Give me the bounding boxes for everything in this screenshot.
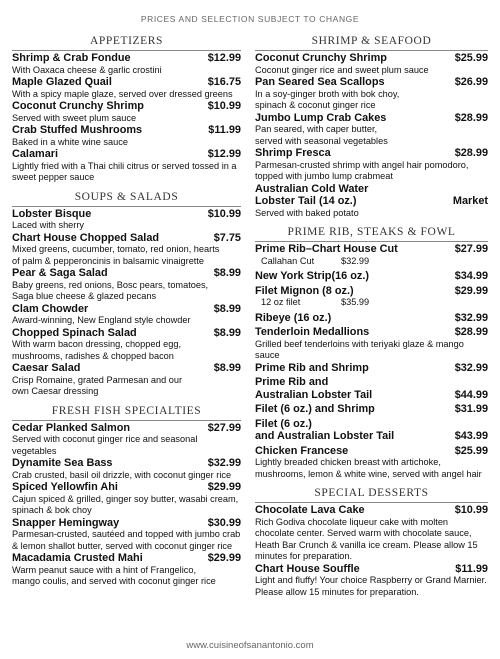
item-name-row — [255, 112, 488, 125]
menu-section-fresh-fish-specialties — [12, 404, 241, 588]
item-price: $10.99 — [454, 504, 488, 516]
menu-item — [12, 124, 241, 148]
item-name: Chart House Souffle — [255, 562, 360, 575]
item-price: $8.99 — [213, 326, 241, 339]
item-name: Dynamite Sea Bass — [12, 457, 113, 469]
item-name: Clam Chowder — [12, 302, 89, 315]
item-description: mushrooms, lemon & white wine, served with angel hair — [255, 468, 482, 479]
menu-item — [255, 362, 488, 375]
menu-item — [12, 267, 241, 303]
item-description: With Oaxaca cheese & garlic crostini — [12, 64, 162, 75]
menu-item — [12, 208, 241, 232]
item-description: sweet pepper sauce — [12, 172, 95, 182]
item-name: Filet Mignon (8 oz.) — [255, 284, 354, 297]
item-name: Tenderloin Medallions — [255, 326, 370, 338]
menu-item — [12, 481, 241, 517]
item-description: Baked in a white wine sauce — [12, 136, 128, 147]
item-name: Chocolate Lava Cake — [255, 504, 365, 516]
item-price: $12.99 — [207, 52, 241, 64]
item-price: $10.99 — [207, 100, 241, 112]
item-description: of palm & pepperoncinis in balsamic vinaigrette — [12, 255, 205, 266]
item-name: Filet (6 oz.) and Shrimp — [255, 403, 375, 415]
item-name-row — [12, 422, 241, 435]
item-name: Calamari — [12, 148, 59, 160]
item-name-row — [255, 243, 488, 256]
item-description: & lemon shallot butter, served with coconut ginger rice — [12, 540, 233, 551]
item-name-row — [12, 552, 241, 565]
item-description: Mixed greens, cucumber, tomato, red onion, hearts — [12, 244, 220, 254]
item-description: Served with baked potato — [255, 207, 359, 218]
item-description: Heath Bar Crunch & vanilla ice cream. Please allow 15 — [255, 539, 478, 550]
item-description: In a soy-ginger broth with bok choy, — [255, 88, 400, 99]
menu-item — [255, 326, 488, 362]
item-description: vegetables — [12, 445, 57, 456]
section-heading: SHRIMP & SEAFOOD — [255, 34, 488, 51]
item-price: $7.75 — [213, 231, 241, 244]
menu-column-right — [255, 34, 488, 598]
section-heading: FRESH FISH SPECIALTIES — [12, 404, 241, 421]
item-name: Macadamia Crusted Mahi — [12, 552, 143, 564]
menu-item — [255, 147, 488, 183]
item-name-row — [255, 430, 488, 443]
section-heading: SOUPS & SALADS — [12, 190, 241, 207]
item-name: Snapper Hemingway — [12, 516, 120, 529]
item-name-row — [12, 481, 241, 494]
item-price: $43.99 — [454, 430, 488, 442]
menu-item — [12, 100, 241, 124]
item-name: Lobster Tail (14 oz.) — [255, 195, 357, 207]
item-description: Parmesan-crusted shrimp with angel hair pomodoro, — [255, 159, 469, 170]
item-description: mango coulis, and served with coconut ginger rice — [12, 576, 216, 586]
item-name: Jumbo Lump Crab Cakes — [255, 111, 387, 124]
item-name-row — [12, 148, 241, 161]
item-description: Award-winning, New England style chowder — [12, 315, 191, 325]
section-heading: PRIME RIB, STEAKS & FOWL — [255, 225, 488, 242]
item-price: $30.99 — [207, 516, 241, 529]
option-price: $32.99 — [341, 255, 370, 266]
item-price: $25.99 — [454, 52, 488, 64]
item-name: Australian Lobster Tail — [255, 388, 373, 401]
item-name: New York Strip(16 oz.) — [255, 270, 369, 282]
item-name-row — [12, 52, 241, 65]
item-name-row — [12, 327, 241, 340]
item-name: Spiced Yellowfin Ahi — [12, 481, 118, 493]
item-name-row — [255, 504, 488, 517]
item-price: $11.99 — [208, 124, 241, 136]
item-name-row — [255, 563, 488, 576]
item-description: mushrooms, radishes & chopped bacon — [12, 350, 174, 361]
menu-item — [12, 327, 241, 363]
item-name: Shrimp & Crab Fondue — [12, 52, 131, 64]
item-price: $8.99 — [213, 362, 241, 374]
item-name: Cedar Planked Salmon — [12, 421, 131, 434]
item-name: and Australian Lobster Tail — [255, 430, 395, 442]
item-description: With a spicy maple glaze, served over dressed greens — [12, 88, 233, 99]
menu-item — [255, 285, 488, 309]
item-name-row — [255, 326, 488, 339]
item-name: Ribeye (16 oz.) — [255, 311, 332, 324]
item-price: $29.99 — [454, 284, 488, 297]
item-price: $32.99 — [207, 457, 241, 469]
item-description: Coconut ginger rice and sweet plum sauce — [255, 64, 429, 75]
item-name: Chicken Francese — [255, 444, 349, 457]
menu-section-prime-rib-steaks-fowl — [255, 225, 488, 480]
item-description: served with seasonal vegetables — [255, 135, 388, 146]
menu-item — [255, 243, 488, 267]
menu-section-appetizers — [12, 34, 241, 184]
menu-item — [12, 362, 241, 398]
item-name-row — [255, 270, 488, 283]
item-description: Served with sweet plum sauce — [12, 112, 137, 123]
item-description: Lightly breaded chicken breast with artichoke, — [255, 457, 441, 467]
item-description: Crab crusted, basil oil drizzle, with coconut ginger rice — [12, 469, 232, 480]
item-name-row — [12, 208, 241, 221]
item-description: Parmesan-crusted, sautéed and topped with jumbo crab — [12, 529, 241, 539]
section-heading: APPETIZERS — [12, 34, 241, 51]
item-option — [255, 256, 488, 268]
option-label: 12 oz filet — [261, 297, 301, 307]
menu-item — [255, 418, 488, 443]
item-name-row — [12, 100, 241, 113]
item-name: Chart House Chopped Salad — [12, 231, 160, 244]
menu-item — [255, 445, 488, 481]
item-price: $28.99 — [454, 326, 488, 338]
menu-item — [255, 52, 488, 76]
item-description: minutes for preparation. — [255, 551, 353, 561]
item-description: topped with jumbo lump crabmeat — [255, 171, 393, 181]
item-description: Rich Godiva chocolate liqueur cake with molten — [255, 516, 449, 527]
item-name: Prime Rib and Shrimp — [255, 361, 369, 374]
item-option — [255, 297, 488, 309]
item-name-row — [255, 76, 488, 89]
menu-column-left — [12, 34, 241, 588]
item-name-row — [12, 457, 241, 470]
option-price: $35.99 — [341, 297, 370, 307]
item-name-row — [12, 232, 241, 245]
item-name: Pan Seared Sea Scallops — [255, 76, 385, 88]
menu-item — [12, 232, 241, 268]
item-price: $10.99 — [207, 207, 241, 220]
item-description: Grilled beef tenderloins with teriyaki glaze & mango sauce — [255, 338, 464, 360]
item-description: Light and fluffy! Your choice Raspberry or Grand Marnier. — [255, 575, 487, 585]
menu-item — [12, 457, 241, 481]
menu-item — [255, 76, 488, 112]
item-description: Cajun spiced & grilled, ginger soy butter, wasabi cream, — [12, 493, 239, 504]
item-price: $29.99 — [207, 552, 241, 564]
option-label: Callahan Cut — [261, 255, 315, 266]
menu-item — [12, 52, 241, 76]
item-price: $11.99 — [455, 562, 488, 575]
item-price: $32.99 — [454, 361, 488, 374]
item-price: $28.99 — [454, 147, 488, 159]
item-description: With warm bacon dressing, chopped egg, — [12, 339, 182, 349]
item-name: Shrimp Fresca — [255, 147, 331, 159]
menu-item — [255, 112, 488, 148]
item-price: $27.99 — [454, 243, 488, 255]
item-description: Lightly fried with a Thai chili citrus or served tossed in a — [12, 160, 237, 171]
menu-section-special-desserts — [255, 486, 488, 598]
item-name-row — [255, 285, 488, 298]
menu-item — [255, 312, 488, 325]
item-price: $27.99 — [207, 421, 241, 434]
item-description: Served with coconut ginger rice and seasonal — [12, 434, 198, 444]
item-name: Coconut Crunchy Shrimp — [255, 52, 387, 64]
item-name: Prime Rib–Chart House Cut — [255, 243, 398, 255]
menu-item — [12, 552, 241, 588]
item-price: $34.99 — [454, 270, 488, 282]
item-description: chocolate center. Served warm with chocolate sauce, — [255, 528, 472, 538]
item-price: $12.99 — [207, 148, 241, 160]
item-description: Saga blue cheese & glazed pecans — [12, 291, 157, 301]
menu-item — [12, 517, 241, 553]
item-description: Pan seared, with caper butter, — [255, 124, 378, 134]
menu-section-shrimp-seafood — [255, 34, 488, 219]
item-name: Caesar Salad — [12, 362, 81, 374]
section-heading: SPECIAL DESSERTS — [255, 486, 488, 503]
website-footer: www.cuisineofsanantonio.com — [186, 640, 314, 651]
item-name-row — [255, 389, 488, 402]
menu-section-soups-salads — [12, 190, 241, 398]
item-price: $31.99 — [454, 403, 488, 415]
item-name-row — [255, 52, 488, 65]
menu-item — [255, 183, 488, 220]
item-name: Coconut Crunchy Shrimp — [12, 100, 144, 112]
menu-item — [12, 422, 241, 458]
item-name-row — [255, 362, 488, 375]
menu-item — [12, 76, 241, 100]
item-price: $25.99 — [454, 444, 488, 457]
item-name-row — [12, 303, 241, 316]
item-description: own Caesar dressing — [12, 386, 99, 396]
menu-item — [255, 376, 488, 401]
item-name: Chopped Spinach Salad — [12, 326, 137, 339]
item-name-row — [12, 124, 241, 137]
item-name: Maple Glazed Quail — [12, 76, 112, 88]
item-price: $29.99 — [207, 481, 241, 493]
menu-item — [12, 148, 241, 184]
menu-item — [255, 403, 488, 416]
item-price: $32.99 — [454, 311, 488, 324]
item-description: Please allow 15 minutes for preparation. — [255, 586, 419, 597]
item-name: Pear & Saga Salad — [12, 267, 108, 279]
menu-item — [255, 270, 488, 283]
item-name-row — [255, 195, 488, 208]
menu-item — [255, 504, 488, 563]
menu-item — [255, 563, 488, 599]
item-price: $8.99 — [213, 267, 241, 279]
item-description: spinach & coconut ginger rice — [255, 100, 376, 110]
item-name-row — [255, 403, 488, 416]
item-price: Market — [452, 195, 488, 207]
item-name-line: Prime Rib and — [255, 376, 329, 388]
item-description: Warm peanut sauce with a hint of Frangelico, — [12, 564, 197, 575]
item-name-row — [12, 517, 241, 530]
item-description: Crisp Romaine, grated Parmesan and our — [12, 374, 183, 385]
item-price: $28.99 — [454, 111, 488, 124]
item-name-line: Australian Cold Water — [255, 182, 369, 195]
item-name-row — [255, 147, 488, 160]
item-price: $8.99 — [213, 302, 241, 315]
item-name-row — [255, 312, 488, 325]
item-price: $44.99 — [454, 388, 488, 401]
item-name-row — [12, 76, 241, 89]
item-description: Laced with sherry — [12, 220, 85, 230]
item-name-row — [12, 267, 241, 280]
item-name-line: Filet (6 oz.) — [255, 417, 312, 430]
item-description: Baby greens, red onions, Bosc pears, tomatoes, — [12, 279, 209, 290]
menu-item — [12, 303, 241, 327]
item-name: Lobster Bisque — [12, 207, 92, 220]
item-description: spinach & bok choy — [12, 505, 92, 515]
item-name-row — [255, 445, 488, 458]
item-name-row — [12, 362, 241, 375]
price-notice: PRICES AND SELECTION SUBJECT TO CHANGE — [140, 14, 360, 24]
item-price: $16.75 — [207, 76, 241, 88]
item-name: Crab Stuffed Mushrooms — [12, 124, 143, 136]
item-price: $26.99 — [454, 76, 488, 88]
